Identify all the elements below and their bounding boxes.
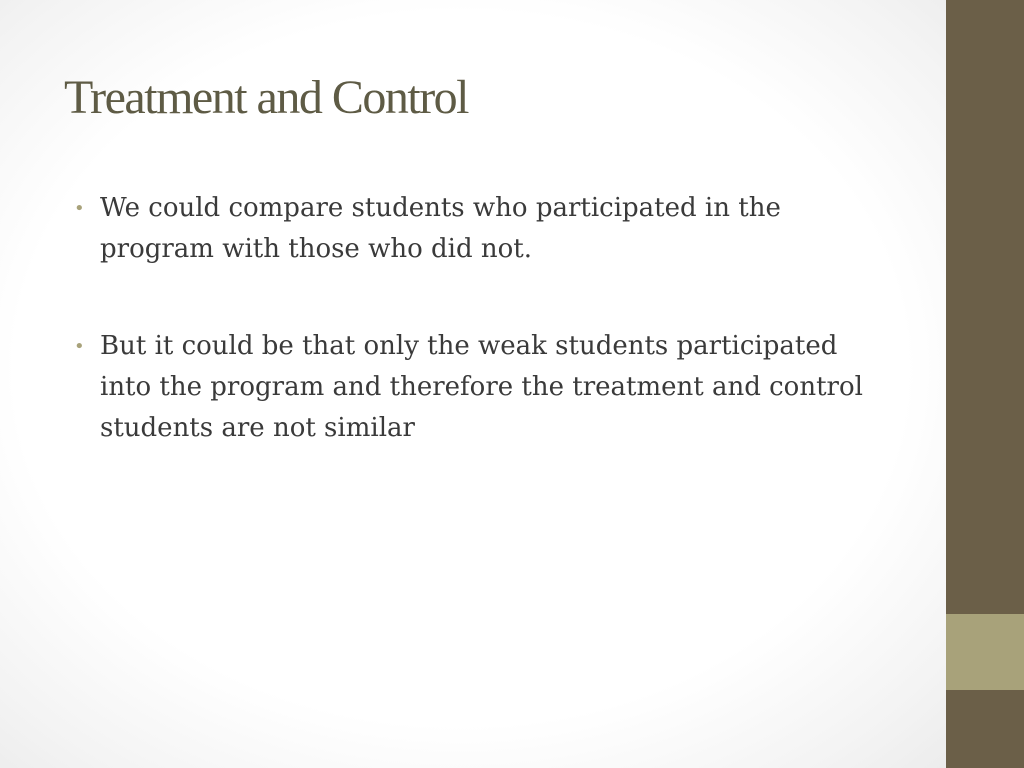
bullet-list (72, 188, 872, 505)
bullet-dot-icon: • (74, 336, 85, 357)
bullet-text: But it could be that only the weak students participated into the program and therefore the treatment and control students are not similar (100, 331, 863, 443)
bullet-dot-icon: • (74, 198, 85, 219)
decorative-sidebar-accent (946, 614, 1024, 690)
bullet-item (72, 188, 872, 270)
slide-title: Treatment and Control (64, 71, 469, 124)
bullet-text: We could compare students who participated in the program with those who did not. (100, 193, 781, 264)
bullet-item (72, 326, 872, 449)
